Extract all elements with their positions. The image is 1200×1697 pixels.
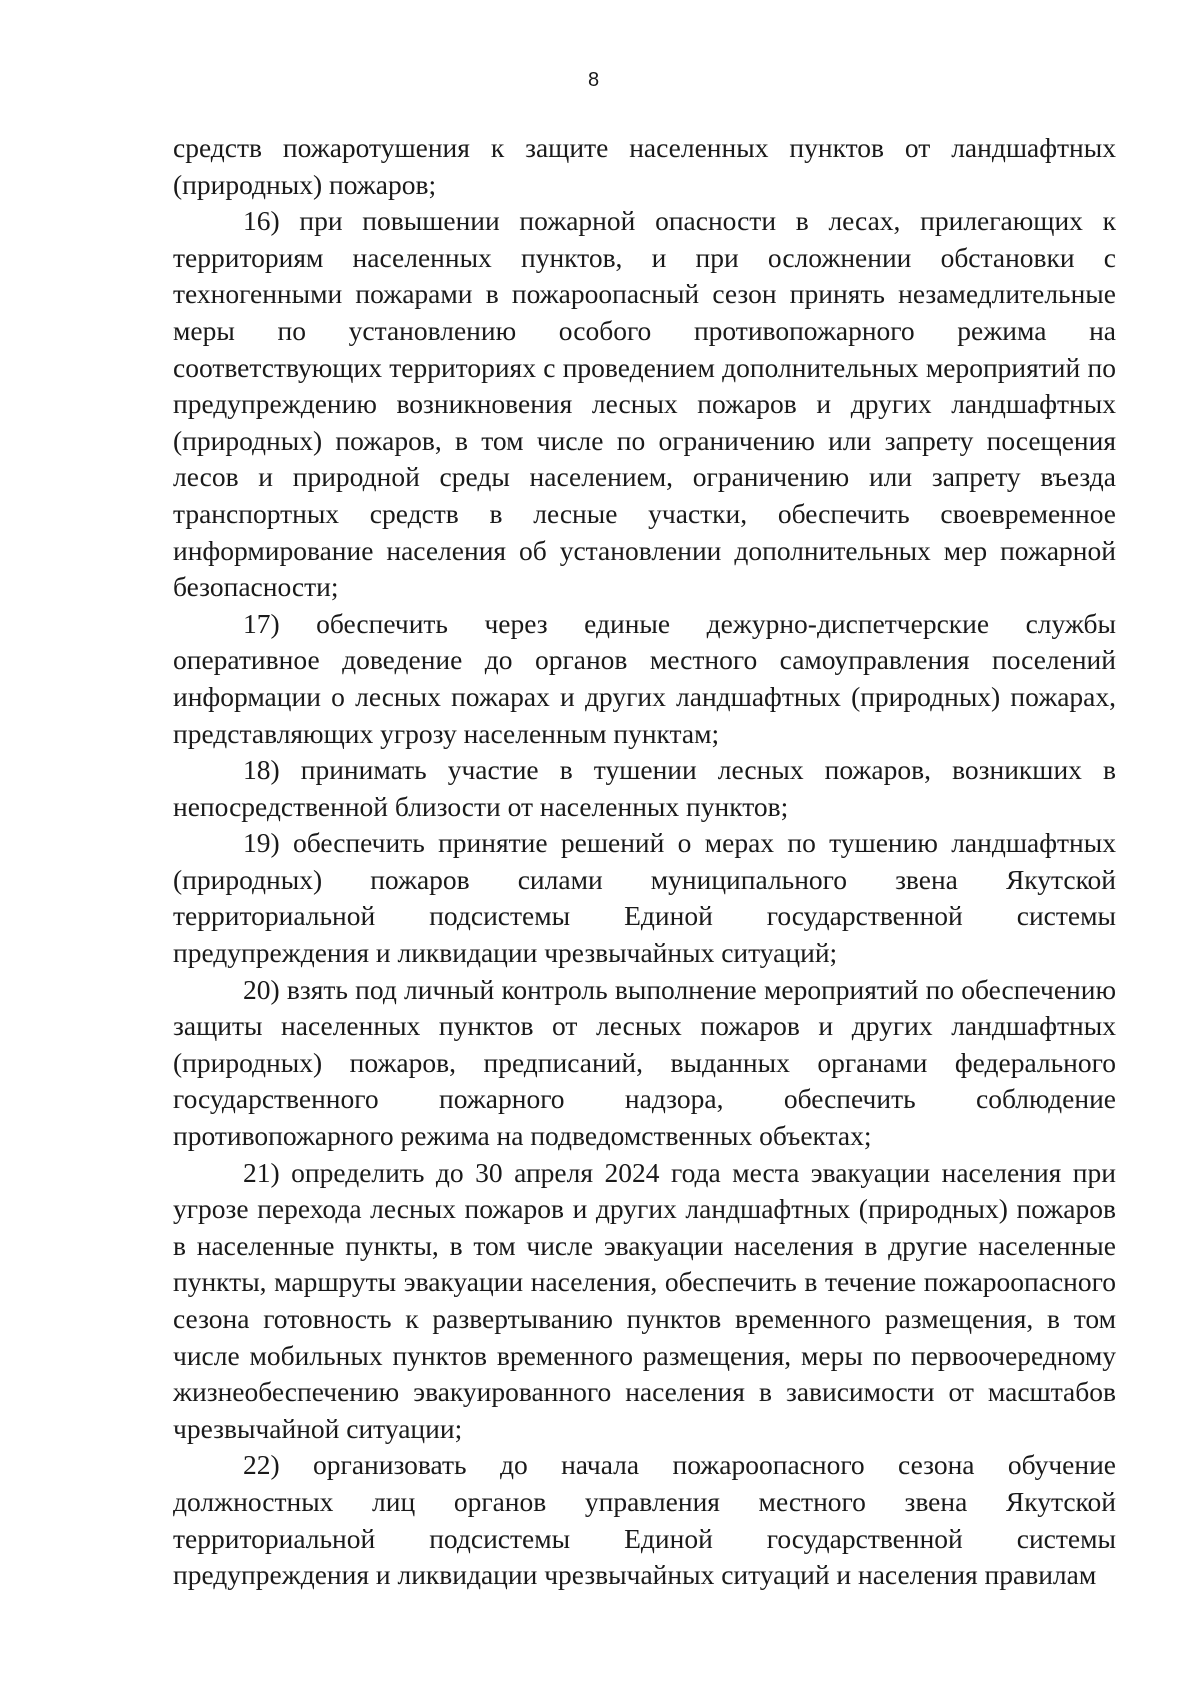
paragraph-item-21: 21) определить до 30 апреля 2024 года места эвакуации населения при угрозе перехода лесных пожаров и других ландшафтных (природных) пожаров в населенные пункты, в том числе эвакуации населения в другие населенные пункты, маршруты эвакуации населения, обеспечить в течение пожароопасного сезона готовность к развертыванию пунктов временного размещения, в том числе мобильных пунктов временного размещения, меры по первоочередному жизнеобеспечению эвакуированного населения в зависимости от масштабов чрезвычайной ситуации; [173, 1156, 1116, 1444]
paragraph-item-16: 16) при повышении пожарной опасности в лесах, прилегающих к территориям населенных пунктов, и при осложнении обстановки с техногенными пожарами в пожароопасный сезон принять незамедлительные меры по установлению особого противопожарного режима на соответствующих территориях с проведением дополнительных мероприятий по предупреждению возникновения лесных пожаров и других ландшафтных (природных) пожаров, в том числе по ограничению или запрету посещения лесов и природной среды населением, ограничению или запрету въезда транспортных средств в лесные участки, обеспечить своевременное информирование населения об установлении дополнительных мер пожарной безопасности; [173, 205, 1116, 603]
paragraph-item-20: 20) взять под личный контроль выполнение мероприятий по обеспечению защиты населенных пунктов от лесных пожаров и других ландшафтных (природных) пожаров, предписаний, выданных органами федерального государственного пожарного надзора, обеспечить соблюдение противопожарного режима на подведомственных объектах; [173, 973, 1116, 1152]
paragraph-item-17: 17) обеспечить через единые дежурно-диспетчерские службы оперативное доведение до органов местного самоуправления поселений информации о лесных пожарах и других ландшафтных (природных) пожарах, представляющих угрозу населенным пунктам; [173, 607, 1116, 749]
page-number: 8 [587, 69, 600, 91]
paragraph-item-18: 18) принимать участие в тушении лесных пожаров, возникших в непосредственной близости от населенных пунктов; [173, 754, 1116, 822]
document-body [173, 130, 1116, 1594]
paragraph-item-19: 19) обеспечить принятие решений о мерах по тушению ландшафтных (природных) пожаров силами муниципального звена Якутской территориальной подсистемы Единой государственной системы предупреждения и ликвидации чрезвычайных ситуаций; [173, 827, 1116, 969]
paragraph-continuation: средств пожаротушения к защите населенных пунктов от ландшафтных (природных) пожаров; [173, 132, 1116, 200]
paragraph-item-22: 22) организовать до начала пожароопасного сезона обучение должностных лиц органов управления местного звена Якутской территориальной подсистемы Единой государственной системы предупреждения и ликвидации чрезвычайных ситуаций и населения правилам [173, 1449, 1116, 1591]
